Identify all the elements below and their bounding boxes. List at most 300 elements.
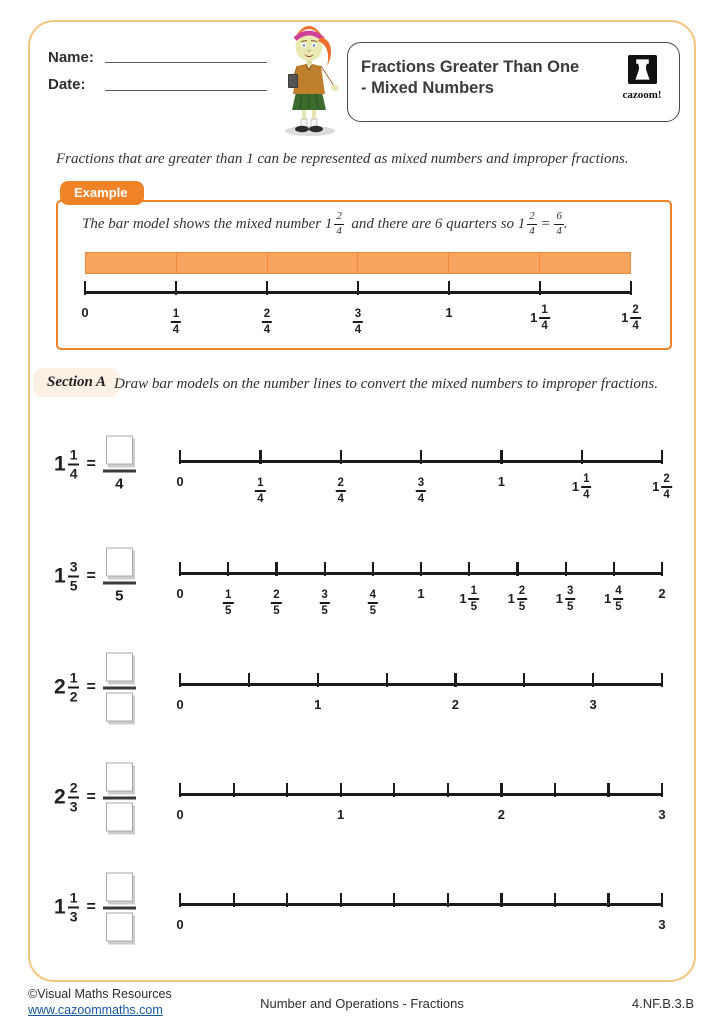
answer-denominator: 4	[115, 475, 124, 493]
number-line-tick	[592, 673, 594, 687]
section-a-label: Section A	[33, 368, 120, 397]
answer-box-denominator[interactable]	[106, 693, 133, 722]
fraction-numerator: 1	[69, 669, 78, 686]
number-line-label	[176, 916, 183, 934]
fraction-bar	[271, 602, 281, 604]
number-line-tick	[248, 673, 250, 687]
problem-row	[50, 871, 666, 971]
equals-sign: =	[86, 898, 96, 915]
fraction-numerator: 2	[529, 210, 535, 222]
number-line-label	[572, 473, 592, 501]
fraction-denominator: 5	[69, 577, 78, 593]
example-box	[56, 200, 672, 350]
cazoom-logo	[615, 55, 669, 101]
number-line-tick	[500, 450, 502, 464]
equals-sign: =	[86, 567, 96, 584]
fraction-numerator: 1	[224, 589, 232, 601]
answer-fraction-bar	[103, 582, 136, 585]
mixed-number	[452, 697, 459, 712]
problem-statement	[54, 548, 136, 605]
number-line-tick	[447, 783, 449, 797]
mixed-number	[223, 589, 233, 617]
fraction-denominator: 4	[663, 488, 670, 501]
whole-number: 0	[176, 697, 184, 712]
fraction	[223, 589, 233, 617]
fraction	[469, 585, 479, 613]
number-line-tick	[630, 281, 632, 295]
logo-text: cazoom!	[622, 89, 662, 101]
fraction-denominator: 4	[529, 224, 535, 237]
whole-number: 1	[652, 479, 660, 495]
number-line-tick	[286, 783, 288, 797]
problem-statement	[54, 436, 136, 493]
fraction-denominator: 5	[615, 600, 622, 613]
website-link[interactable]: www.cazoommaths.com	[28, 1003, 163, 1017]
fraction-numerator: 3	[354, 308, 362, 320]
whole-number: 0	[81, 305, 89, 320]
number-line-tick	[317, 673, 319, 687]
problem-number-line	[176, 651, 662, 751]
fraction-denominator: 4	[172, 323, 180, 336]
whole-number: 1	[337, 807, 345, 822]
fraction-bar	[416, 490, 426, 492]
number-line-label	[81, 304, 88, 322]
mixed-number	[54, 559, 79, 592]
example-sentence	[82, 211, 568, 237]
mixed-number	[554, 211, 564, 237]
problem-row	[50, 761, 666, 861]
mixed-number	[353, 308, 363, 336]
section-a-instruction: Draw bar models on the number lines to convert the mixed numbers to improper fractions.	[114, 376, 658, 392]
whole-number: 3	[658, 807, 666, 822]
fraction	[517, 585, 527, 613]
whole-number: 2	[451, 697, 460, 712]
fraction	[661, 473, 671, 501]
number-line-tick	[539, 281, 541, 295]
number-line-label	[658, 806, 665, 824]
fraction	[171, 308, 181, 336]
number-line-label	[621, 304, 641, 332]
fraction-numerator: 1	[69, 446, 78, 463]
mixed-number	[176, 474, 183, 489]
whole-number: 2	[54, 675, 66, 698]
fraction-numerator: 2	[632, 304, 639, 316]
mixed-number	[518, 211, 537, 237]
number-line-tick	[661, 562, 663, 576]
fraction-denominator: 4	[583, 488, 590, 501]
fraction-numerator: 2	[518, 585, 526, 597]
problem-number-line	[176, 428, 670, 528]
mixed-number	[590, 697, 597, 712]
fraction	[68, 670, 80, 703]
problem-number-line	[176, 761, 666, 861]
number-line-tick	[661, 450, 663, 464]
date-field-line[interactable]	[105, 90, 267, 91]
mixed-number	[368, 589, 378, 617]
mixed-number	[171, 308, 181, 336]
footer-standard-code: 4.NF.B.3.B	[631, 996, 694, 1011]
whole-number: 3	[589, 697, 597, 712]
fraction-bar	[613, 598, 623, 600]
name-label: Name:	[48, 49, 94, 66]
number-line-label	[223, 585, 233, 617]
number-line-tick	[613, 562, 615, 576]
fraction-bar	[255, 490, 265, 492]
number-line-tick	[420, 450, 422, 464]
number-line-tick	[340, 783, 342, 797]
fraction-numerator: 2	[263, 308, 271, 320]
fraction-denominator: 4	[541, 319, 548, 332]
number-line-tick	[179, 673, 181, 687]
mixed-number	[337, 807, 344, 822]
problem-number-line	[176, 540, 666, 640]
fraction	[554, 211, 564, 237]
fraction-denominator: 3	[69, 798, 78, 814]
fraction-numerator: 1	[172, 308, 180, 320]
problem-statement	[54, 653, 136, 722]
number-line-tick	[500, 893, 502, 907]
number-line-tick	[386, 673, 388, 687]
example-tab: Example	[60, 181, 144, 205]
fraction-numerator: 4	[615, 585, 622, 597]
mixed-number	[621, 304, 641, 332]
name-field-line[interactable]	[105, 62, 267, 63]
number-line-label	[416, 473, 426, 505]
number-line-tick	[179, 562, 181, 576]
fraction-denominator: 5	[224, 604, 232, 617]
footer-topic: Number and Operations - Fractions	[260, 996, 464, 1011]
number-line-tick	[372, 562, 374, 576]
fraction-denominator: 5	[273, 604, 280, 617]
worksheet-title-box	[347, 42, 680, 122]
fraction-numerator: 2	[273, 589, 280, 601]
fraction-numerator: 6	[556, 210, 562, 222]
mixed-number	[54, 890, 79, 923]
number-line-tick	[357, 281, 359, 295]
whole-number: 1	[497, 474, 505, 489]
number-line-tick	[259, 450, 261, 464]
mixed-number	[255, 477, 265, 505]
mixed-number	[319, 589, 329, 617]
whole-number: 0	[176, 807, 184, 822]
answer-box-numerator[interactable]	[106, 873, 133, 902]
fraction	[68, 780, 80, 813]
number-line-label	[452, 696, 459, 714]
whole-number: 1	[530, 310, 538, 326]
number-line-tick	[661, 893, 663, 907]
fraction	[581, 473, 591, 501]
fraction-denominator: 4	[336, 224, 342, 237]
number-line-bar	[180, 903, 662, 906]
whole-number: 1	[507, 591, 515, 607]
mixed-number	[314, 697, 321, 712]
fraction	[630, 304, 640, 332]
fraction-numerator: 3	[321, 589, 328, 601]
mixed-number	[176, 586, 183, 601]
number-line-tick	[554, 893, 556, 907]
whole-number: 1	[54, 564, 66, 587]
mixed-number	[54, 780, 79, 813]
fraction-bar	[581, 486, 591, 488]
answer-box-numerator[interactable]	[106, 548, 133, 577]
number-line-label	[176, 585, 183, 603]
number-line-tick	[420, 562, 422, 576]
answer-box-denominator[interactable]	[106, 913, 133, 942]
fraction-numerator: 1	[257, 477, 264, 489]
fraction-denominator: 5	[321, 604, 328, 617]
answer-fraction	[103, 548, 136, 605]
answer-box-numerator[interactable]	[106, 653, 133, 682]
number-line-label	[445, 304, 452, 322]
answer-box-denominator[interactable]	[106, 803, 133, 832]
number-line-tick	[393, 893, 395, 907]
number-line-label	[319, 585, 329, 617]
number-line-tick	[175, 281, 177, 295]
mixed-number	[459, 585, 479, 613]
fraction-bar	[630, 317, 640, 319]
fraction-numerator: 2	[69, 779, 78, 796]
answer-fraction-bar	[103, 907, 136, 910]
mixed-number	[556, 585, 576, 613]
number-line-label	[658, 585, 665, 603]
number-line-label	[335, 473, 345, 505]
number-line-tick	[227, 562, 229, 576]
mixed-number	[325, 211, 344, 237]
fraction	[353, 308, 363, 336]
fraction-denominator: 5	[369, 604, 376, 617]
whole-number: 2	[658, 586, 666, 601]
number-line-tick	[233, 783, 235, 797]
fraction-denominator: 5	[470, 600, 478, 613]
fraction	[335, 477, 345, 505]
fraction-numerator: 3	[69, 558, 78, 575]
fraction-denominator: 4	[337, 492, 344, 505]
mixed-number	[54, 447, 79, 480]
fraction	[613, 585, 623, 613]
fraction-denominator: 4	[417, 492, 425, 505]
problem-statement	[54, 763, 136, 832]
whole-number: 3	[658, 917, 666, 932]
number-line-label	[368, 585, 378, 617]
number-line-label	[590, 696, 597, 714]
drum-icon	[628, 55, 657, 84]
title-line-2: - Mixed Numbers	[361, 79, 494, 97]
number-line-label	[417, 585, 424, 603]
number-line-tick	[447, 893, 449, 907]
number-line-tick	[340, 893, 342, 907]
whole-number: 0	[176, 586, 184, 601]
number-line-tick	[448, 281, 450, 295]
number-line-tick	[393, 783, 395, 797]
number-line-label	[556, 585, 576, 613]
number-line-tick	[179, 893, 181, 907]
whole-number: 0	[176, 917, 184, 932]
fraction-numerator: 1	[69, 889, 78, 906]
fraction-bar	[171, 321, 181, 323]
whole-number: 1	[555, 591, 564, 607]
number-line-tick	[565, 562, 567, 576]
whole-number: 1	[459, 591, 467, 607]
mixed-number	[508, 585, 528, 613]
number-line-label	[459, 585, 479, 613]
mixed-number	[417, 586, 424, 601]
mixed-number	[604, 585, 624, 613]
whole-number: 1	[324, 215, 333, 232]
number-line-tick	[468, 562, 470, 576]
number-line-label	[255, 473, 265, 505]
whole-number: 1	[54, 452, 66, 475]
fraction-bar	[661, 486, 671, 488]
answer-fraction	[103, 873, 136, 942]
worksheet-title	[361, 57, 579, 99]
fraction-numerator: 1	[470, 585, 478, 597]
fraction-numerator: 3	[417, 477, 425, 489]
mixed-number	[176, 807, 183, 822]
whole-number: 1	[417, 586, 425, 601]
fraction-numerator: 2	[336, 210, 342, 222]
fraction	[262, 308, 272, 336]
mixed-number	[271, 589, 281, 617]
problem-number-line	[176, 871, 666, 971]
mixed-number	[498, 474, 505, 489]
fraction	[271, 589, 281, 617]
mixed-number	[658, 917, 665, 932]
number-line-tick	[454, 673, 456, 687]
fraction	[527, 211, 537, 237]
number-line-label	[658, 916, 665, 934]
whole-number: 1	[517, 215, 526, 232]
answer-box-numerator[interactable]	[106, 436, 133, 465]
fraction	[319, 589, 329, 617]
number-line-label	[652, 473, 672, 501]
number-line-tick	[554, 783, 556, 797]
answer-fraction	[103, 763, 136, 832]
number-line-tick	[607, 893, 609, 907]
answer-fraction	[103, 436, 136, 493]
fraction-denominator: 4	[556, 224, 562, 237]
problem-row	[50, 428, 670, 528]
equals-sign: =	[86, 455, 96, 472]
whole-number: 0	[176, 474, 184, 489]
problem-statement	[54, 873, 136, 942]
number-line-label	[176, 473, 183, 491]
number-line-label	[314, 696, 321, 714]
mixed-number	[658, 807, 665, 822]
fraction-bar	[319, 602, 329, 604]
fraction-numerator: 3	[567, 585, 574, 597]
copyright-text: ©Visual Maths Resources	[28, 987, 172, 1001]
whole-number: 1	[621, 310, 629, 326]
number-line-tick	[661, 783, 663, 797]
number-line-tick	[179, 450, 181, 464]
fraction	[565, 585, 575, 613]
example-sentence-text: The bar model shows the mixed number	[82, 215, 325, 232]
number-line-tick	[607, 783, 609, 797]
answer-denominator: 5	[115, 587, 124, 605]
number-line-tick	[275, 562, 277, 576]
student-character-illustration	[266, 24, 350, 138]
fraction	[416, 477, 426, 505]
example-sentence-text: =	[536, 215, 555, 232]
number-line-label	[604, 585, 624, 613]
fraction-numerator: 2	[663, 473, 670, 485]
fraction-denominator: 3	[69, 908, 78, 924]
equals-sign: =	[86, 678, 96, 695]
number-line-tick	[84, 281, 86, 295]
number-line-tick	[179, 783, 181, 797]
number-line-tick	[266, 281, 268, 295]
title-line-1: Fractions Greater Than One	[361, 58, 580, 76]
whole-number: 1	[445, 305, 453, 320]
whole-number: 1	[603, 591, 612, 607]
fraction-numerator: 4	[369, 589, 376, 601]
number-line-label	[530, 304, 550, 332]
example-sentence-text: .	[563, 215, 568, 232]
number-line-label	[171, 304, 181, 336]
example-number-line	[81, 259, 639, 349]
fraction-numerator: 1	[541, 304, 548, 316]
intro-text: Fractions that are greater than 1 can be represented as mixed numbers and improper fractions.	[56, 151, 629, 167]
fraction-bar	[469, 598, 479, 600]
mixed-number	[530, 304, 550, 332]
mixed-number	[445, 305, 452, 320]
number-line-label	[498, 806, 505, 824]
fraction-denominator: 2	[69, 688, 78, 704]
mixed-number	[176, 697, 183, 712]
fraction-denominator: 4	[354, 323, 362, 336]
number-line-tick	[286, 893, 288, 907]
mixed-number	[262, 308, 272, 336]
whole-number: 1	[54, 895, 66, 918]
number-line-label	[498, 473, 505, 491]
mixed-number	[652, 473, 672, 501]
example-sentence-text: and there are 6 quarters so	[343, 215, 518, 232]
number-line-tick	[340, 450, 342, 464]
number-line-tick	[581, 450, 583, 464]
number-line-label	[271, 585, 281, 617]
answer-box-numerator[interactable]	[106, 763, 133, 792]
fraction	[68, 890, 80, 923]
fraction-denominator: 4	[257, 492, 264, 505]
answer-fraction-bar	[103, 687, 136, 690]
fraction	[68, 559, 80, 592]
equals-sign: =	[86, 788, 96, 805]
whole-number: 2	[54, 785, 66, 808]
mixed-number	[498, 807, 505, 822]
mixed-number	[658, 586, 665, 601]
fraction	[255, 477, 265, 505]
number-line-tick	[661, 673, 663, 687]
fraction-denominator: 4	[263, 323, 271, 336]
fraction-numerator: 1	[583, 473, 590, 485]
answer-fraction	[103, 653, 136, 722]
fraction-denominator: 4	[69, 465, 78, 481]
number-line-tick	[516, 562, 518, 576]
number-line-label	[353, 304, 363, 336]
problem-row	[50, 540, 666, 640]
mixed-number	[572, 473, 592, 501]
number-line-label	[176, 806, 183, 824]
fraction-bar	[353, 321, 363, 323]
number-line-bar	[180, 793, 662, 796]
number-line-label	[262, 304, 272, 336]
number-line-label	[508, 585, 528, 613]
whole-number: 2	[497, 807, 505, 822]
problem-row	[50, 651, 662, 751]
fraction-denominator: 4	[632, 319, 639, 332]
fraction-bar	[517, 598, 527, 600]
answer-fraction-bar	[103, 797, 136, 800]
